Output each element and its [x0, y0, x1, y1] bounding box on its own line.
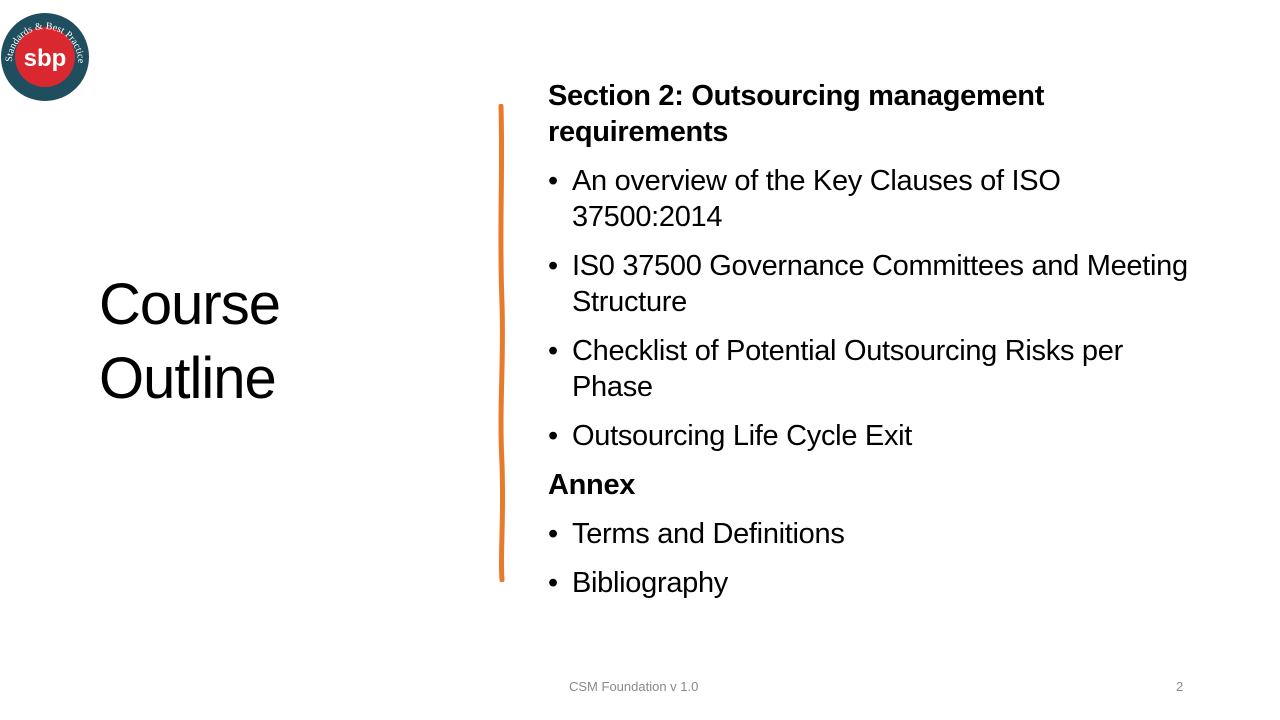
section-heading: Section 2: Outsourcing management requirements [548, 80, 1045, 148]
list-item: • Bibliography [548, 567, 728, 599]
sbp-logo [0, 12, 90, 102]
list-item: • An overview of the Key Clauses of ISO 37500:2014 [548, 165, 1061, 233]
annex-heading: Annex [548, 469, 636, 501]
svg-text:Standards & Best Practice: Standards & Best Practice [3, 20, 87, 64]
title-line: Outline [99, 346, 276, 411]
item-text: IS0 37500 Governance Committees and Meeting Structure [572, 250, 1188, 318]
svg-text:sbp: sbp [23, 45, 67, 72]
list-item: • Terms and Definitions [548, 518, 845, 550]
item-text: Checklist of Potential Outsourcing Risks per Phase [572, 335, 1123, 403]
footer-text: CSM Foundation v 1.0 [569, 679, 699, 694]
page-number: 2 [1176, 679, 1184, 694]
item-text: An overview of the Key Clauses of ISO 37500:2014 [572, 165, 1061, 233]
list-item: • Outsourcing Life Cycle Exit [548, 420, 913, 452]
outline-content [548, 78, 1188, 614]
slide-title [99, 268, 280, 416]
list-item: • Checklist of Potential Outsourcing Risks per Phase [548, 335, 1123, 403]
item-text: Bibliography [572, 567, 728, 599]
title-line: Course [99, 272, 280, 337]
item-text: Terms and Definitions [572, 518, 845, 550]
list-item: • IS0 37500 Governance Committees and Meeting Structure [548, 250, 1188, 318]
orange-divider-line [490, 104, 514, 582]
item-text: Outsourcing Life Cycle Exit [572, 420, 913, 452]
